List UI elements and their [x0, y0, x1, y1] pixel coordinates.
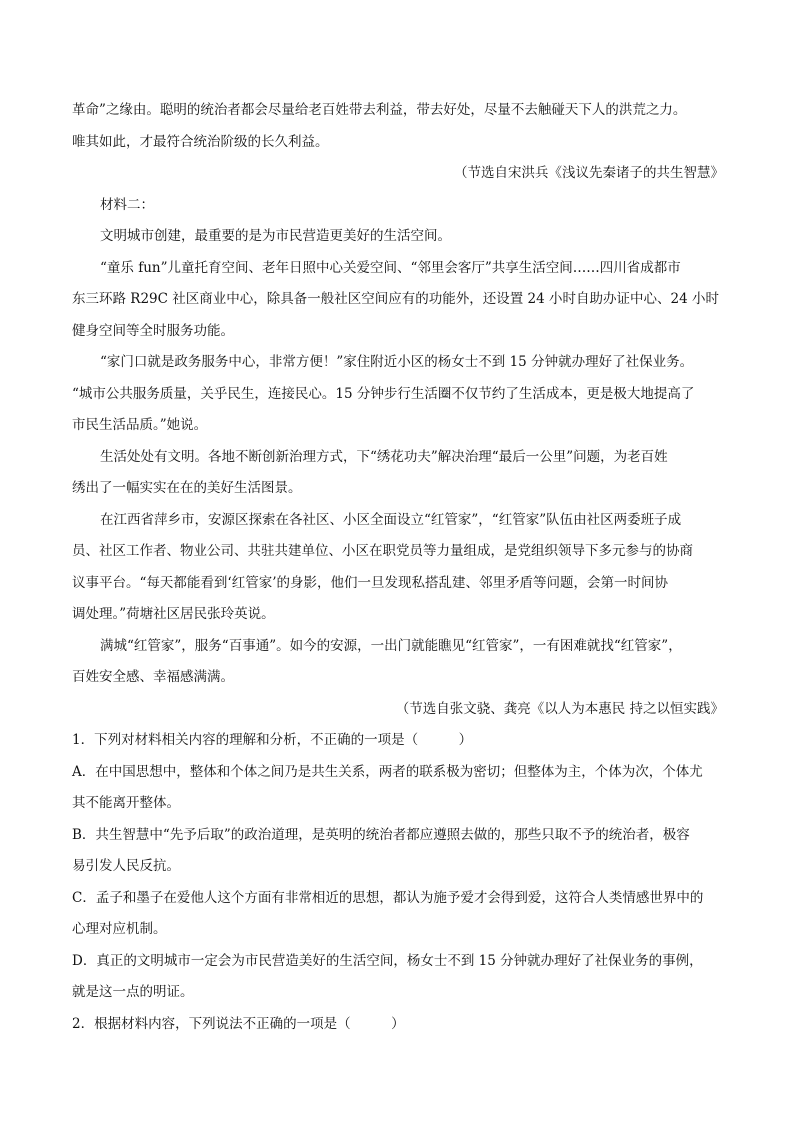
text-line: 东三环路 R29C 社区商业中心，除具备一般社区空间应有的功能外，还设置 24 小时自助办证中心、24 小时 — [72, 291, 719, 307]
material-one-ending — [72, 95, 724, 190]
text-line: 革命”之缘由。聪明的统治者都会尽量给老百姓带去利益，带去好处，尽量不去触碰天下人的洪荒之力。 — [72, 102, 687, 118]
option-b-continued: 易引发人民反抗。 — [72, 858, 180, 874]
option-a: A．在中国思想中，整体和个体之间乃是共生关系，两者的联系极为密切；但整体为主，个体为次，个体尤 — [72, 763, 703, 780]
text-line: 生活处处有文明。各地不断创新治理方式，下“绣花功夫”解决治理“最后一公里”问题，为老百姓 — [100, 448, 668, 465]
text-line: 绣出了一幅实实在在的美好生活图景。 — [72, 480, 302, 496]
option-c: C．孟子和墨子在爱他人这个方面有非常相近的思想，都认为施予爱才会得到爱，这符合人类情感世界中的 — [72, 889, 704, 906]
text-line: 在江西省萍乡市，安源区探索在各社区、小区全面设立“红管家”，“红管家”队伍由社区两委班子成 — [100, 511, 682, 528]
text-line: “家门口就是政务服务中心，非常方便！”家住附近小区的杨女士不到 15 分钟就办理好了社保业务。 — [100, 354, 694, 370]
text-line: 员、社区工作者、物业公司、共驻共建单位、小区在职党员等力量组成，是党组织领导下多元参与的协商 — [72, 543, 693, 559]
text-line: 市民生活品质。”她说。 — [72, 417, 208, 433]
text-line: 议事平台。“每天都能看到‘红管家’的身影，他们一旦发现私搭乱建、邻里矛盾等问题，会第一时间协 — [72, 574, 668, 591]
section-heading: 材料二： — [100, 196, 154, 213]
text-line: “童乐 fun”儿童托育空间、老年日照中心关爱空间、“邻里会客厅”共享生活空间……四川省成都市 — [100, 259, 681, 276]
text-line: 健身空间等全时服务功能。 — [72, 322, 234, 339]
document-page — [72, 95, 724, 1040]
question-stem: 2．根据材料内容，下列说法不正确的一项是（ ） — [72, 1015, 405, 1032]
question-list — [72, 725, 724, 1040]
text-line: 满城“红管家”，服务“百事通”。如今的安源，一出门就能瞧见“红管家”，一有困难就找“红管家”， — [100, 637, 682, 654]
option-b: B．共生智慧中“先予后取”的政治道理，是英明的统治者都应遵照去做的，那些只取不予的统治者，极容 — [72, 826, 690, 843]
option-c-continued: 心理对应机制。 — [72, 921, 167, 937]
option-a-continued: 其不能离开整体。 — [72, 795, 180, 811]
source-citation: （节选自宋洪兵《浅议先秦诸子的共生智慧》 — [454, 165, 724, 181]
text-line: “城市公共服务质量，关乎民生，连接民心。15 分钟步行生活圈不仅节约了生活成本，更是极大地提高了 — [72, 385, 695, 402]
text-line: 百姓安全感、幸福感满满。 — [72, 669, 234, 685]
text-line: 文明城市创建，最重要的是为市民营造更美好的生活空间。 — [100, 228, 451, 244]
option-d-continued: 就是这一点的明证。 — [72, 984, 194, 1000]
text-line: 调处理。”荷塘社区居民张玲英说。 — [72, 606, 275, 622]
question-stem: 1．下列对材料相关内容的理解和分析，不正确的一项是（ ） — [72, 732, 473, 748]
text-line: 唯其如此，才最符合统治阶级的长久利益。 — [72, 133, 329, 150]
material-two — [72, 190, 724, 726]
source-citation: （节选自张文骁、龚亮《以人为本惠民 持之以恒实践》 — [395, 700, 724, 717]
option-d: D．真正的文明城市一定会为市民营造美好的生活空间，杨女士不到 15 分钟就办理好了社保业务的事例， — [72, 952, 703, 969]
